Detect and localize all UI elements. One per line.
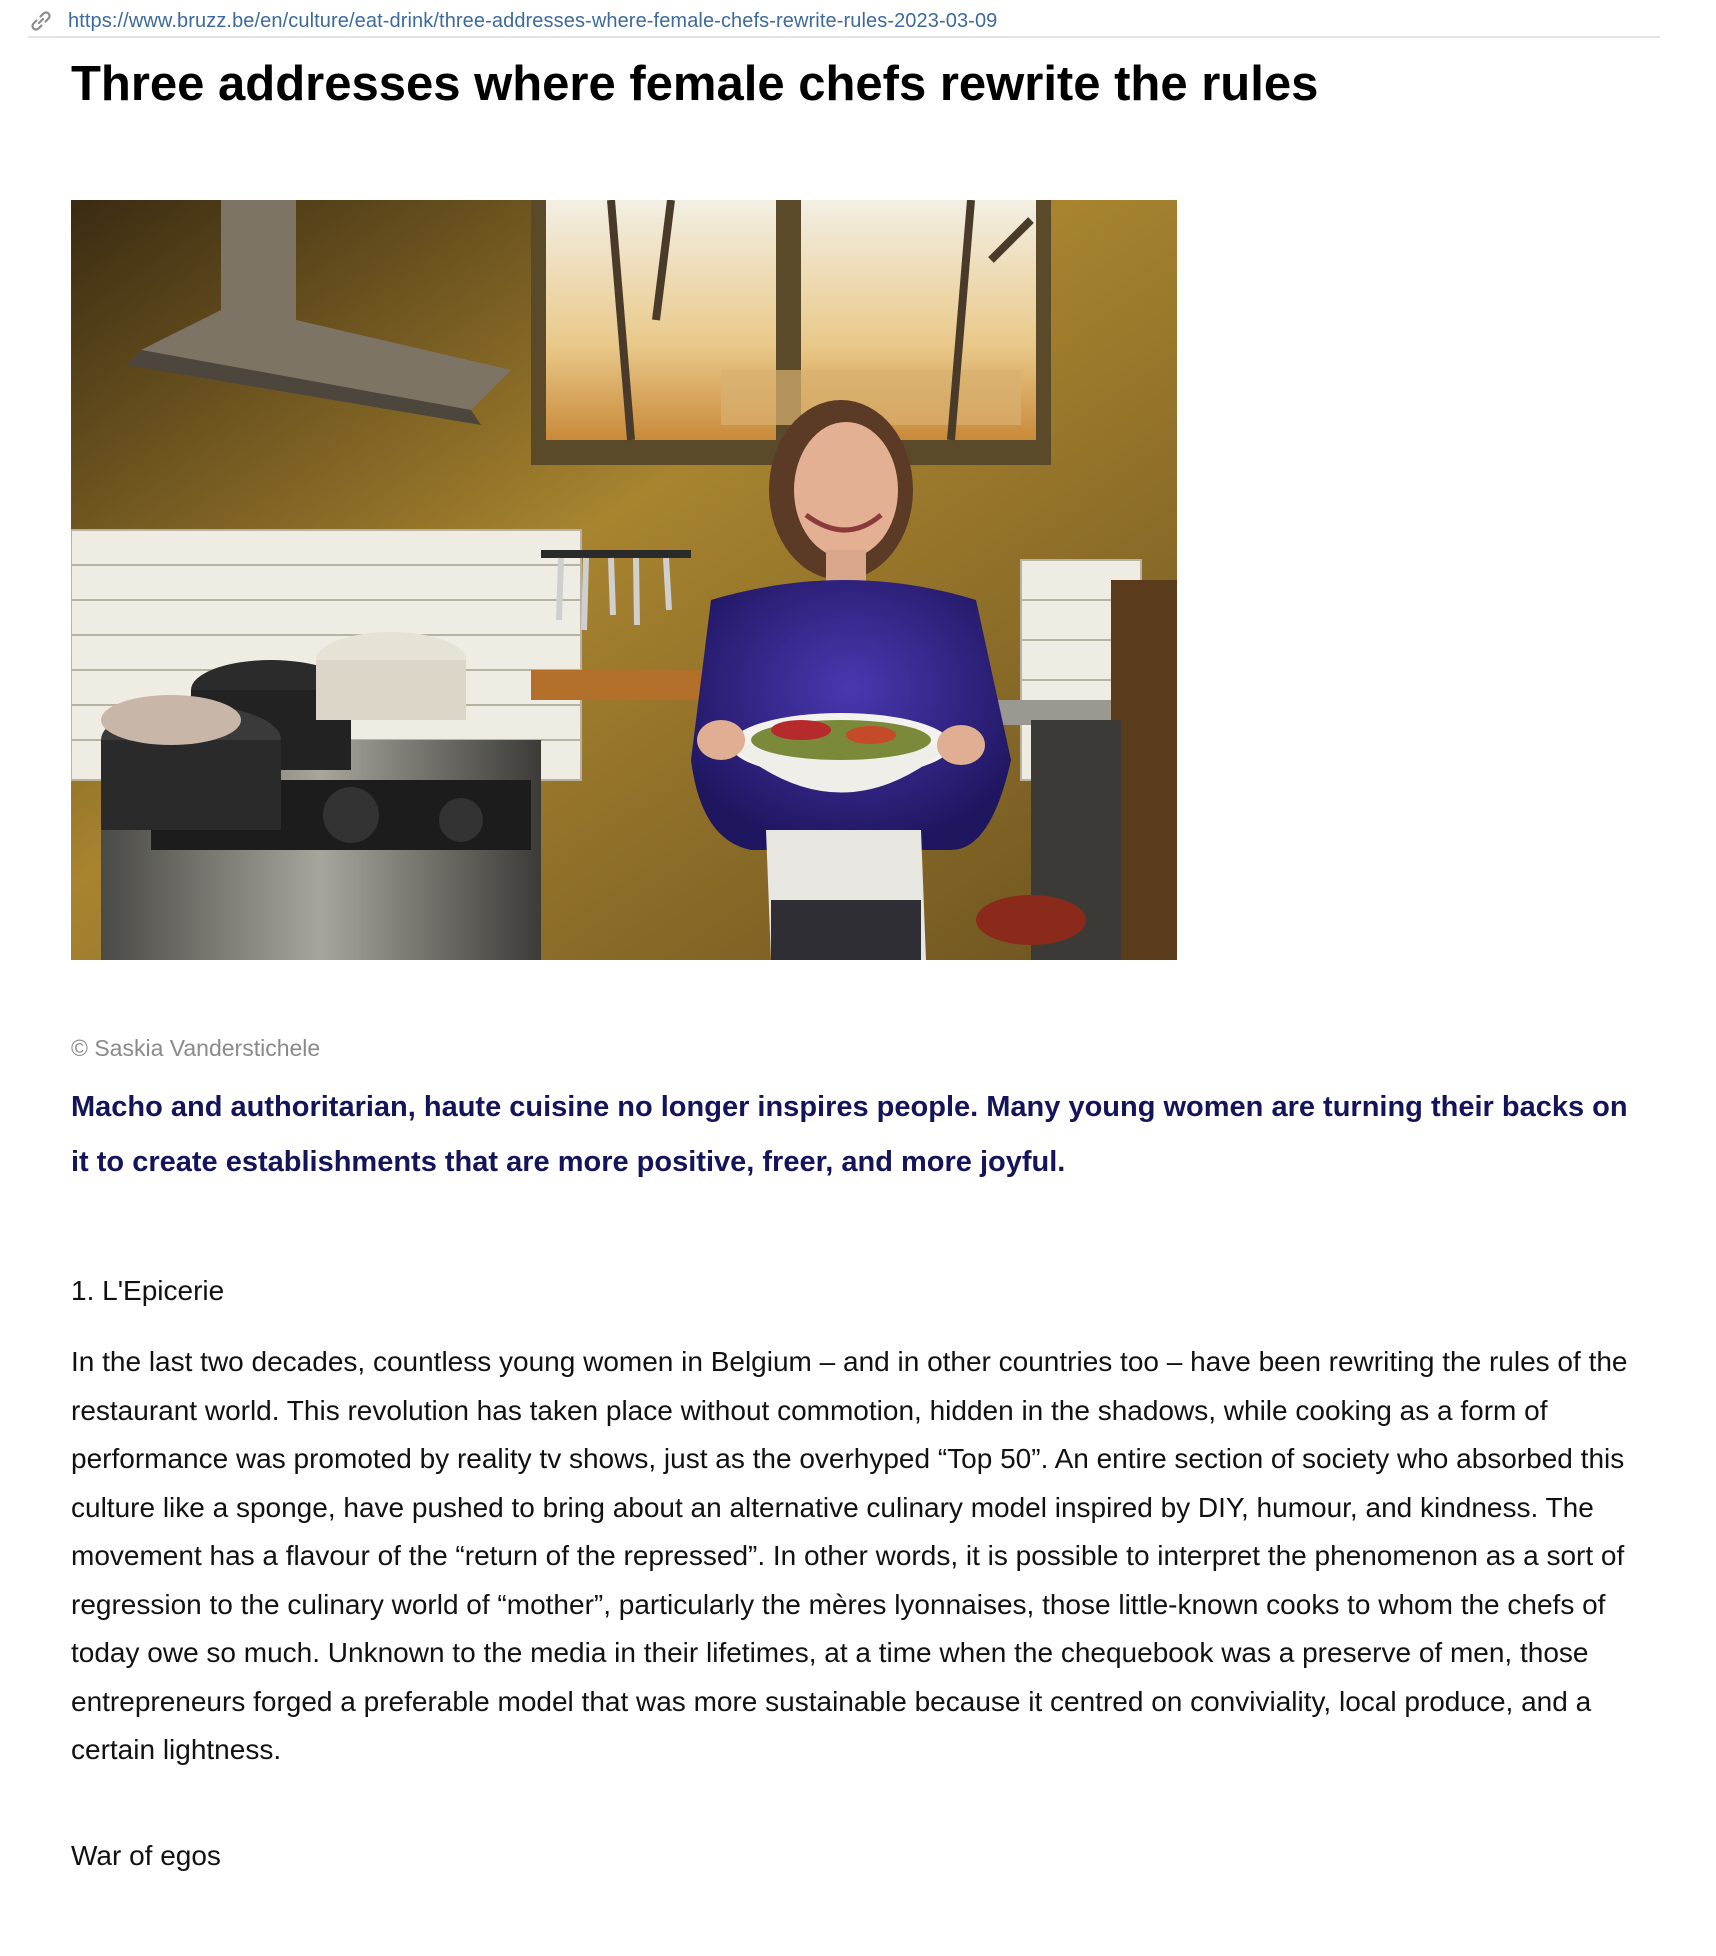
page-url-link[interactable]: https://www.bruzz.be/en/culture/eat-drink/three-addresses-where-female-chefs-rewrite-rules-2023-03-09 xyxy=(68,9,998,32)
article-lede: Macho and authoritarian, haute cuisine no longer inspires people. Many young women are turning their backs on it to create establishments that are more positive, freer, and more joyful. xyxy=(71,1091,1628,1178)
hero-photo xyxy=(71,200,1177,960)
photo-credit: © Saskia Vanderstichele xyxy=(71,1035,321,1061)
body-paragraph: In the last two decades, countless young women in Belgium – and in other countries too – have been rewriting the rules of the restaurant world. This revolution has taken place without commotion, hidden in the shadows, while cooking as a form of performance was promoted by reality tv shows, just as the overhyped “Top 50”. An entire section of society who absorbed this culture like a sponge, have pushed to bring about an alternative culinary model inspired by DIY, humour, and kindness. The movement has a flavour of the “return of the repressed”. In other words, it is possible to interpret the phenomenon as a sort of regression to the culinary world of “mother”, particularly the mères lyonnaises, those little-known cooks to whom the chefs of today owe so much. Unknown to the media in their lifetimes, at a time when the chequebook was a preserve of men, those entrepreneurs forged a preferable model that was more sustainable because it centred on conviviality, local produce, and a certain lightness. xyxy=(71,1346,1628,1765)
link-icon xyxy=(28,8,54,34)
subheading: War of egos xyxy=(71,1840,221,1871)
url-bar xyxy=(28,6,1660,38)
section-heading: 1. L'Epicerie xyxy=(71,1275,225,1306)
article-title: Three addresses where female chefs rewrite the rules xyxy=(71,57,1319,111)
article xyxy=(71,50,1631,1871)
